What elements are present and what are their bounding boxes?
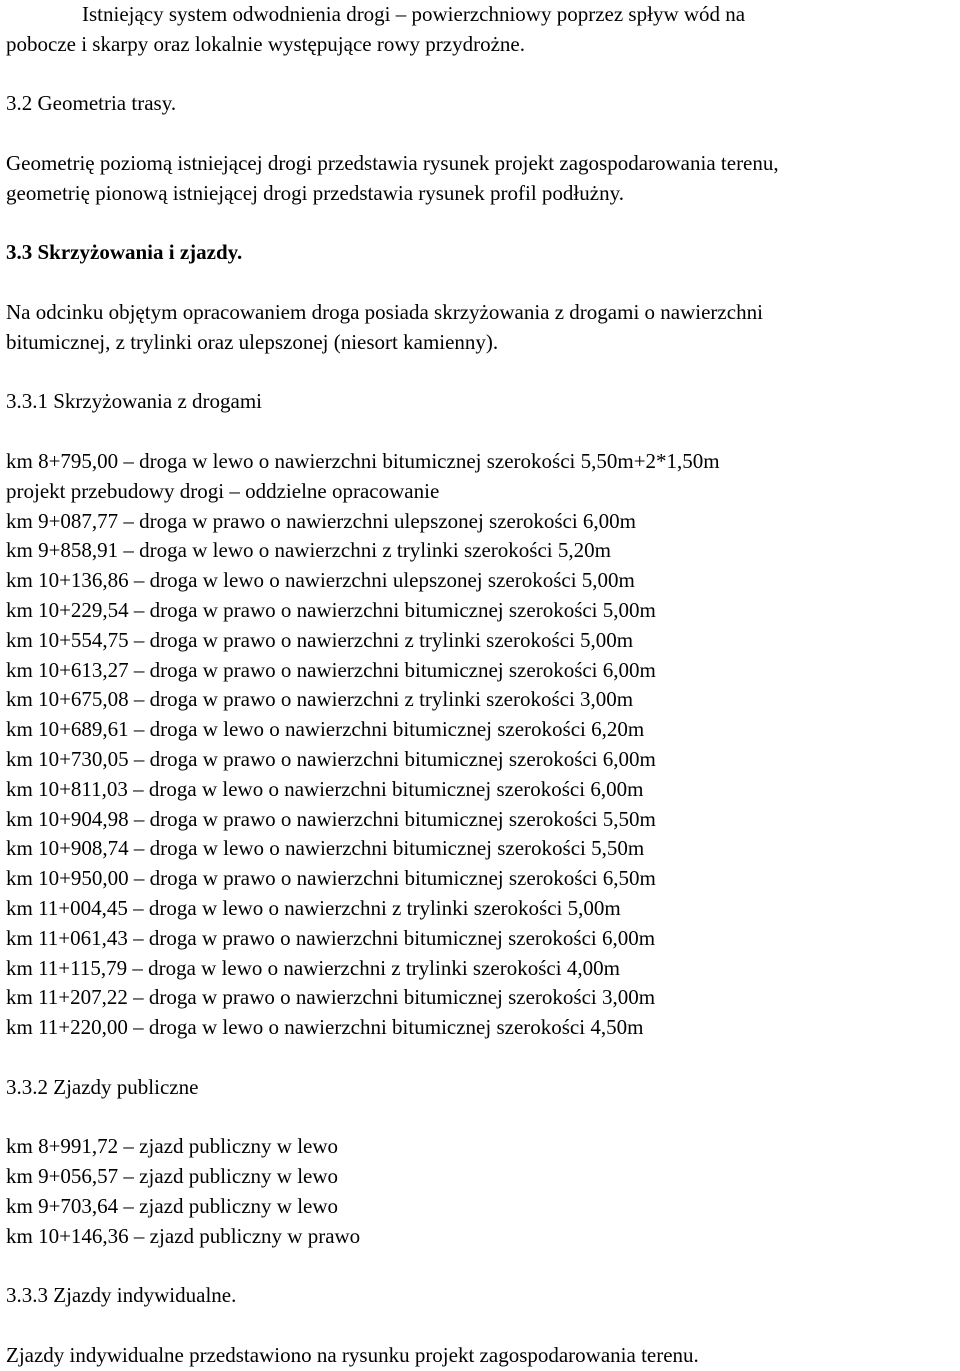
spacer (6, 1251, 954, 1281)
list-item: km 10+613,27 – droga w prawo o nawierzchni bitumicznej szerokości 6,00m (6, 657, 656, 682)
intersections-list (6, 447, 954, 1043)
list-item: km 9+703,64 – zjazd publiczny w lewo (6, 1193, 339, 1218)
document-page (6, 0, 954, 1371)
list-item: km 10+950,00 – droga w prawo o nawierzchni bitumicznej szerokości 6,50m (6, 866, 656, 891)
list-item: km 10+675,08 – droga w prawo o nawierzchni z trylinki szerokości 3,00m (6, 687, 634, 712)
spacer (6, 1311, 954, 1341)
section-3-3-1-heading: 3.3.1 Skrzyżowania z drogami (6, 389, 263, 414)
list-item: km 10+811,03 – droga w lewo o nawierzchni bitumicznej szerokości 6,00m (6, 776, 644, 801)
list-item: km 10+554,75 – droga w prawo o nawierzchni z trylinki szerokości 5,00m (6, 627, 634, 652)
section-3-2-heading: 3.2 Geometria trasy. (6, 91, 177, 116)
spacer (6, 60, 954, 90)
list-item: km 8+991,72 – zjazd publiczny w lewo (6, 1134, 339, 1159)
list-item: km 10+908,74 – droga w lewo o nawierzchni bitumicznej szerokości 5,50m (6, 836, 645, 861)
section-3-2-paragraph (6, 149, 954, 209)
section-3-3-3-heading: 3.3.3 Zjazdy indywidualne. (6, 1283, 237, 1308)
spacer (6, 358, 954, 388)
list-item: km 11+061,43 – droga w prawo o nawierzchni bitumicznej szerokości 6,00m (6, 925, 656, 950)
public-driveways-list (6, 1132, 954, 1251)
intro-paragraph (6, 0, 954, 60)
list-item: km 10+229,54 – droga w prawo o nawierzchni bitumicznej szerokości 5,00m (6, 597, 656, 622)
spacer (6, 209, 954, 239)
section-3-3-2-heading: 3.3.2 Zjazdy publiczne (6, 1074, 199, 1099)
list-item: km 10+689,61 – droga w lewo o nawierzchni bitumicznej szerokości 6,20m (6, 717, 645, 742)
spacer (6, 417, 954, 447)
list-item: km 9+858,91 – droga w lewo o nawierzchni z trylinki szerokości 5,20m (6, 538, 611, 563)
list-item: km 10+146,36 – zjazd publiczny w prawo (6, 1223, 361, 1248)
list-item: km 11+115,79 – droga w lewo o nawierzchni z trylinki szerokości 4,00m (6, 955, 620, 980)
list-item: km 11+220,00 – droga w lewo o nawierzchni bitumicznej szerokości 4,50m (6, 1015, 644, 1040)
list-item: projekt przebudowy drogi – oddzielne opracowanie (6, 478, 440, 503)
list-item: km 10+904,98 – droga w prawo o nawierzchni bitumicznej szerokości 5,50m (6, 806, 656, 831)
section-3-3-heading: 3.3 Skrzyżowania i zjazdy. (6, 240, 243, 265)
list-item: km 9+087,77 – droga w prawo o nawierzchni ulepszonej szerokości 6,00m (6, 508, 637, 533)
list-item: km 9+056,57 – zjazd publiczny w lewo (6, 1164, 339, 1189)
section-3-3-line-1: Na odcinku objętym opracowaniem droga posiada skrzyżowania z drogami o nawierzchni (6, 299, 763, 324)
section-3-3-3-line-1: Zjazdy indywidualne przedstawiono na rysunku projekt zagospodarowania terenu. (6, 1342, 699, 1367)
spacer (6, 1102, 954, 1132)
list-item: km 11+207,22 – droga w prawo o nawierzchni bitumicznej szerokości 3,00m (6, 985, 656, 1010)
list-item: km 11+004,45 – droga w lewo o nawierzchni z trylinki szerokości 5,00m (6, 895, 621, 920)
spacer (6, 268, 954, 298)
intro-line-2: pobocze i skarpy oraz lokalnie występujące rowy przydrożne. (6, 31, 525, 56)
list-item: km 8+795,00 – droga w lewo o nawierzchni bitumicznej szerokości 5,50m+2*1,50m (6, 448, 720, 473)
section-3-3-line-2: bitumicznej, z trylinki oraz ulepszonej (niesort kamienny). (6, 329, 499, 354)
section-3-3-paragraph (6, 298, 954, 358)
list-item: km 10+136,86 – droga w lewo o nawierzchni ulepszonej szerokości 5,00m (6, 568, 635, 593)
section-3-2-line-2: geometrię pionową istniejącej drogi przedstawia rysunek profil podłużny. (6, 180, 624, 205)
list-item: km 10+730,05 – droga w prawo o nawierzchni bitumicznej szerokości 6,00m (6, 746, 656, 771)
intro-line-1: Istniejący system odwodnienia drogi – powierzchniowy poprzez spływ wód na (82, 2, 746, 26)
section-3-2-line-1: Geometrię poziomą istniejącej drogi przedstawia rysunek projekt zagospodarowania terenu, (6, 150, 779, 175)
spacer (6, 1043, 954, 1073)
spacer (6, 119, 954, 149)
